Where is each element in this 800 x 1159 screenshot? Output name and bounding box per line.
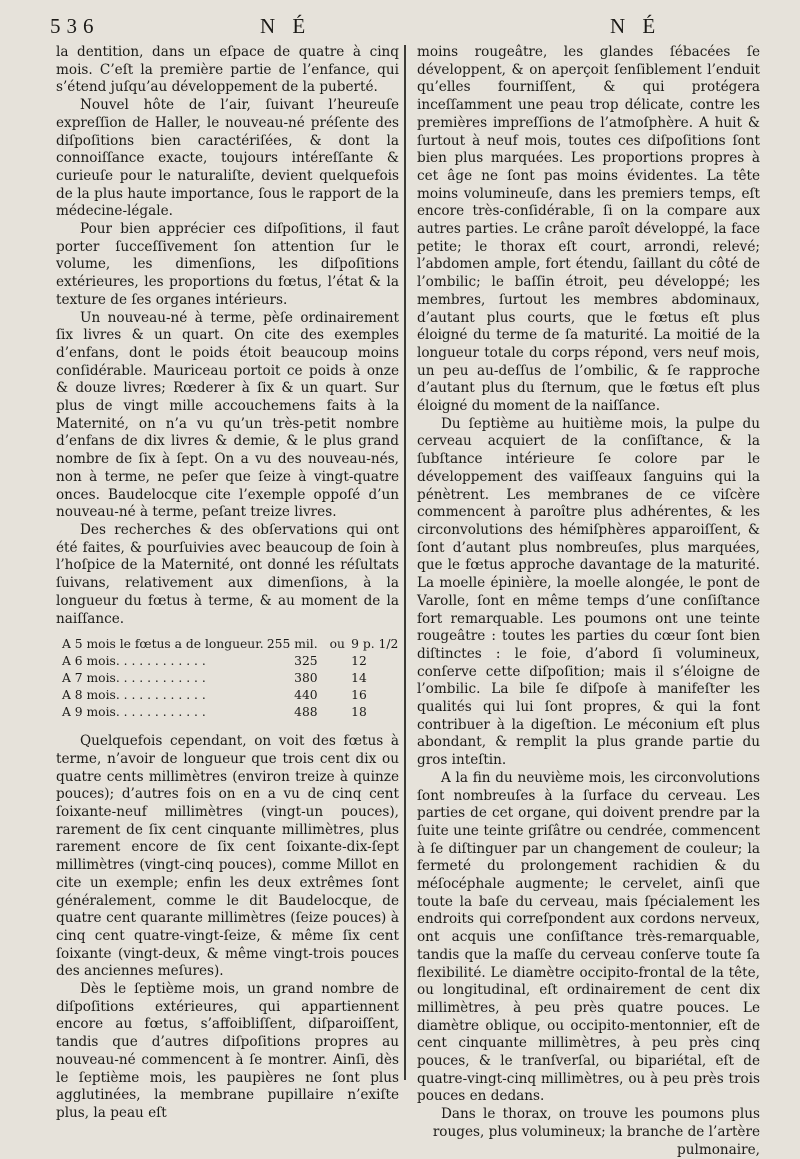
- paragraph: Des recherches & des obſervations qui ont été faites, & pourſuivies avec beaucoup de ſoin à l’hoſpice de la Maternité, ont donné les réſultats ſuivans, relativement aux dimenſions, à la longueur du fœtus à terme, & au moment de la naiſſance.: [56, 521, 399, 627]
- paragraph: Nouvel hôte de l’air, ſuivant l’heureuſe expreſſion de Haller, le nouveau-né préſente des diſpoſitions bien caractériſées, & dont la connoiſſance exacte, toujours intéreſſante & curieuſe pour le naturaliſte, devient quelquefois de la plus haute importance, ſous le rapport de la médecine-légale.: [56, 97, 399, 220]
- table-cell-label: A 8 mois. . . . . . . . . . . .: [62, 688, 206, 703]
- page-number: 536: [50, 14, 100, 38]
- running-title-right: N É: [610, 14, 662, 38]
- table-cell-or: ou: [329, 637, 345, 652]
- table-cell-inches: 14: [351, 671, 367, 686]
- left-column: [56, 44, 399, 1123]
- table-cell-or: [330, 704, 346, 721]
- table-cell-label: A 9 mois. . . . . . . . . . . .: [62, 705, 206, 720]
- table-row: [56, 704, 399, 721]
- paragraph: Pour bien apprécier ces diſpoſitions, il faut porter ſucceſſivement ſon attention ſur le volume, les dimenſions, les diſpoſitions extérieures, les proportions du fœtus, l’état & la texture de ſes organes intérieurs.: [56, 221, 399, 308]
- table-cell-inches: 9 p. 1/2: [351, 637, 399, 652]
- paragraph: Quelquefois cependant, on voit des fœtus à terme, n’avoir de longueur que trois cent dix ou quatre cents millimètres (environ treize à quinze pouces); d’autres fois on en a vu de cinq cent ſoixante-neuf millimètres (vingt-un pouces), rarement de ſix cent cinquante millimètres, plus rarement encore de ſix cent ſoixante-dix-ſept millimètres (vingt-cinq pouces), comme Millot en cite un exemple; enfin les deux extrêmes ſont généralement, comme le dit Baudelocque, de quatre cent quarante millimètres (ſeize pouces) à cinq cent quatre-vingt-ſeize, & même ſix cent ſoixante (vingt-deux, & même vingt-trois pouces des anciennes meſures).: [56, 733, 399, 980]
- table-cell-label: A 6 mois. . . . . . . . . . . .: [62, 654, 206, 669]
- paragraph: Un nouveau-né à terme, pèſe ordinairement ſix livres & un quart. On cite des exemples d’enfans, dont le poids étoit beaucoup moins conſidérable. Mauriceau portoit ce poids à onze & douze livres; Rœderer à ſix & un quart. Sur plus de vingt mille accouchemens faits à la Maternité, on n’a vu qu’un très-petit nombre d’enfans de dix livres & demie, & le plus grand nombre de ſix à ſept. On a vu des nouveau-nés, non à terme, ne peſer que ſeize à vingt-quatre onces. Baudelocque cite l’exemple oppoſé d’un nouveau-né à terme, peſant treize livres.: [56, 309, 399, 521]
- paragraph: la dentition, dans un eſpace de quatre à cinq mois. C’eſt la première partie de l’enfance, qui s’étend juſqu’au développement de la puberté.: [56, 44, 399, 96]
- running-title-left: N É: [260, 14, 312, 38]
- table-cell-or: [330, 653, 346, 670]
- table-cell-inches: 18: [351, 705, 367, 720]
- fetal-length-table: [56, 636, 399, 721]
- catchword: pulmonaire,: [677, 1141, 760, 1158]
- column-divider: [404, 45, 406, 1080]
- table-cell-or: [330, 670, 346, 687]
- table-row: [56, 653, 399, 670]
- table-cell-label: A 5 mois le fœtus a de longueur.: [62, 637, 264, 652]
- paragraph: Du ſeptième au huitième mois, la pulpe du cerveau acquiert de la conſiſtance, & la ſubſtance intérieure ſe colore par le développement des vaiſſeaux ſanguins qui la pénètrent. Les membranes de ce viſcère commencent à paroître plus adhérentes, & les circonvolutions des hémiſphères apparoiſſent, & ſont d’autant plus nombreuſes, plus marquées, que le fœtus approche davantage de la maturité. La moelle épinière, la moelle alongée, le pont de Varolle, ſont en même temps d’une conſiſtance fort remarquable. Les poumons ont une teinte rougeâtre : toutes les parties du cœur ſont bien diſtinctes : le foie, d’abord ſi volumineux, conſerve cette diſpoſition; mais il s’éloigne de l’ombilic. La bile ſe diſpoſe à manifeſter les qualités qui lui ſont propres, & qui la font contribuer à la digeſtion. Le méconium eſt plus abondant, & remplit la plus grande partie du gros inteſtin.: [417, 415, 760, 769]
- table-cell-millimetres: 380: [294, 671, 318, 686]
- running-header: [50, 14, 770, 40]
- right-column: [417, 44, 760, 1159]
- table-cell-millimetres: 255 mil.: [266, 637, 318, 652]
- table-cell-or: [330, 687, 346, 704]
- table-row: [56, 687, 399, 704]
- table-cell-label: A 7 mois. . . . . . . . . . . .: [62, 671, 206, 686]
- table-cell-millimetres: 440: [294, 688, 318, 703]
- table-cell-millimetres: 325: [294, 654, 318, 669]
- table-cell-inches: 12: [351, 654, 367, 669]
- table-row: [56, 636, 399, 653]
- paragraph: Dès le ſeptième mois, un grand nombre de diſpoſitions extérieures, qui appartiennent encore au fœtus, s’affoibliſſent, diſparoiſſent, tandis que d’autres diſpoſitions propres au nouveau-né commencent à ſe montrer. Ainſi, dès le ſeptième mois, les paupières ne ſont plus agglutinées, la membrane pupillaire n’exiſte plus, la peau eſt: [56, 981, 399, 1121]
- paragraph: Dans le thorax, on trouve les poumons plus rouges, plus volumineux; la branche de l’artère: [432, 1106, 760, 1140]
- paragraph: moins rougeâtre, les glandes ſébacées ſe développent, & on aperçoit ſenſiblement l’enduit qu’elles fourniſſent, & qui protégera inceſſamment une peau trop délicate, contre les premières impreſſions de l’atmoſphère. A huit & ſurtout à neuf mois, toutes ces diſpoſitions ſont bien plus marquées. Les proportions propres à cet âge ne ſont pas moins évidentes. La tête moins volumineuſe, dans les premiers temps, eſt encore très-conſidérable, ſi on la compare aux autres parties. Le crâne paroît développé, la face petite; le thorax eſt court, arrondi, relevé; l’abdomen ample, fort étendu, ſaillant du côté de l’ombilic; le baſſin étroit, peu développé; les membres, ſurtout les membres abdominaux, d’autant plus courts, que le fœtus eſt plus éloigné du terme de ſa maturité. La moitié de la longueur totale du corps répond, vers neuf mois, un peu au-deſſus de l’ombilic, & ſe rapproche d’autant plus du ſternum, que le fœtus eſt plus éloigné du moment de la naiſſance.: [417, 44, 760, 415]
- table-cell-millimetres: 488: [294, 705, 318, 720]
- table-cell-inches: 16: [351, 688, 367, 703]
- table-row: [56, 670, 399, 687]
- paragraph: A la fin du neuvième mois, les circonvolutions ſont nombreuſes à la ſurface du cerveau. Les parties de cet organe, qui doivent prendre par la ſuite une teinte griſâtre ou cendrée, commencent à ſe diſtinguer par un changement de couleur; la fermeté du prolongement rachidien & du méſocéphale augmente; le cervelet, ainſi que toute la baſe du cerveau, mais ſpécialement les endroits qui correſpondent aux cordons nerveux, ont acquis une conſiſtance très-remarquable, tandis que la maſſe du cerveau conſerve toute ſa flexibilité. Le diamètre occipito-frontal de la tête, ou longitudinal, eſt ordinairement de cent dix millimètres, à peu près quatre pouces. Le diamètre oblique, ou occipito-mentonnier, eſt de cent cinquante millimètres, à peu près cinq pouces, & le tranſverſal, ou bipariétal, eſt de quatre-vingt-cinq millimètres, ou à peu près trois pouces en dedans.: [417, 769, 760, 1105]
